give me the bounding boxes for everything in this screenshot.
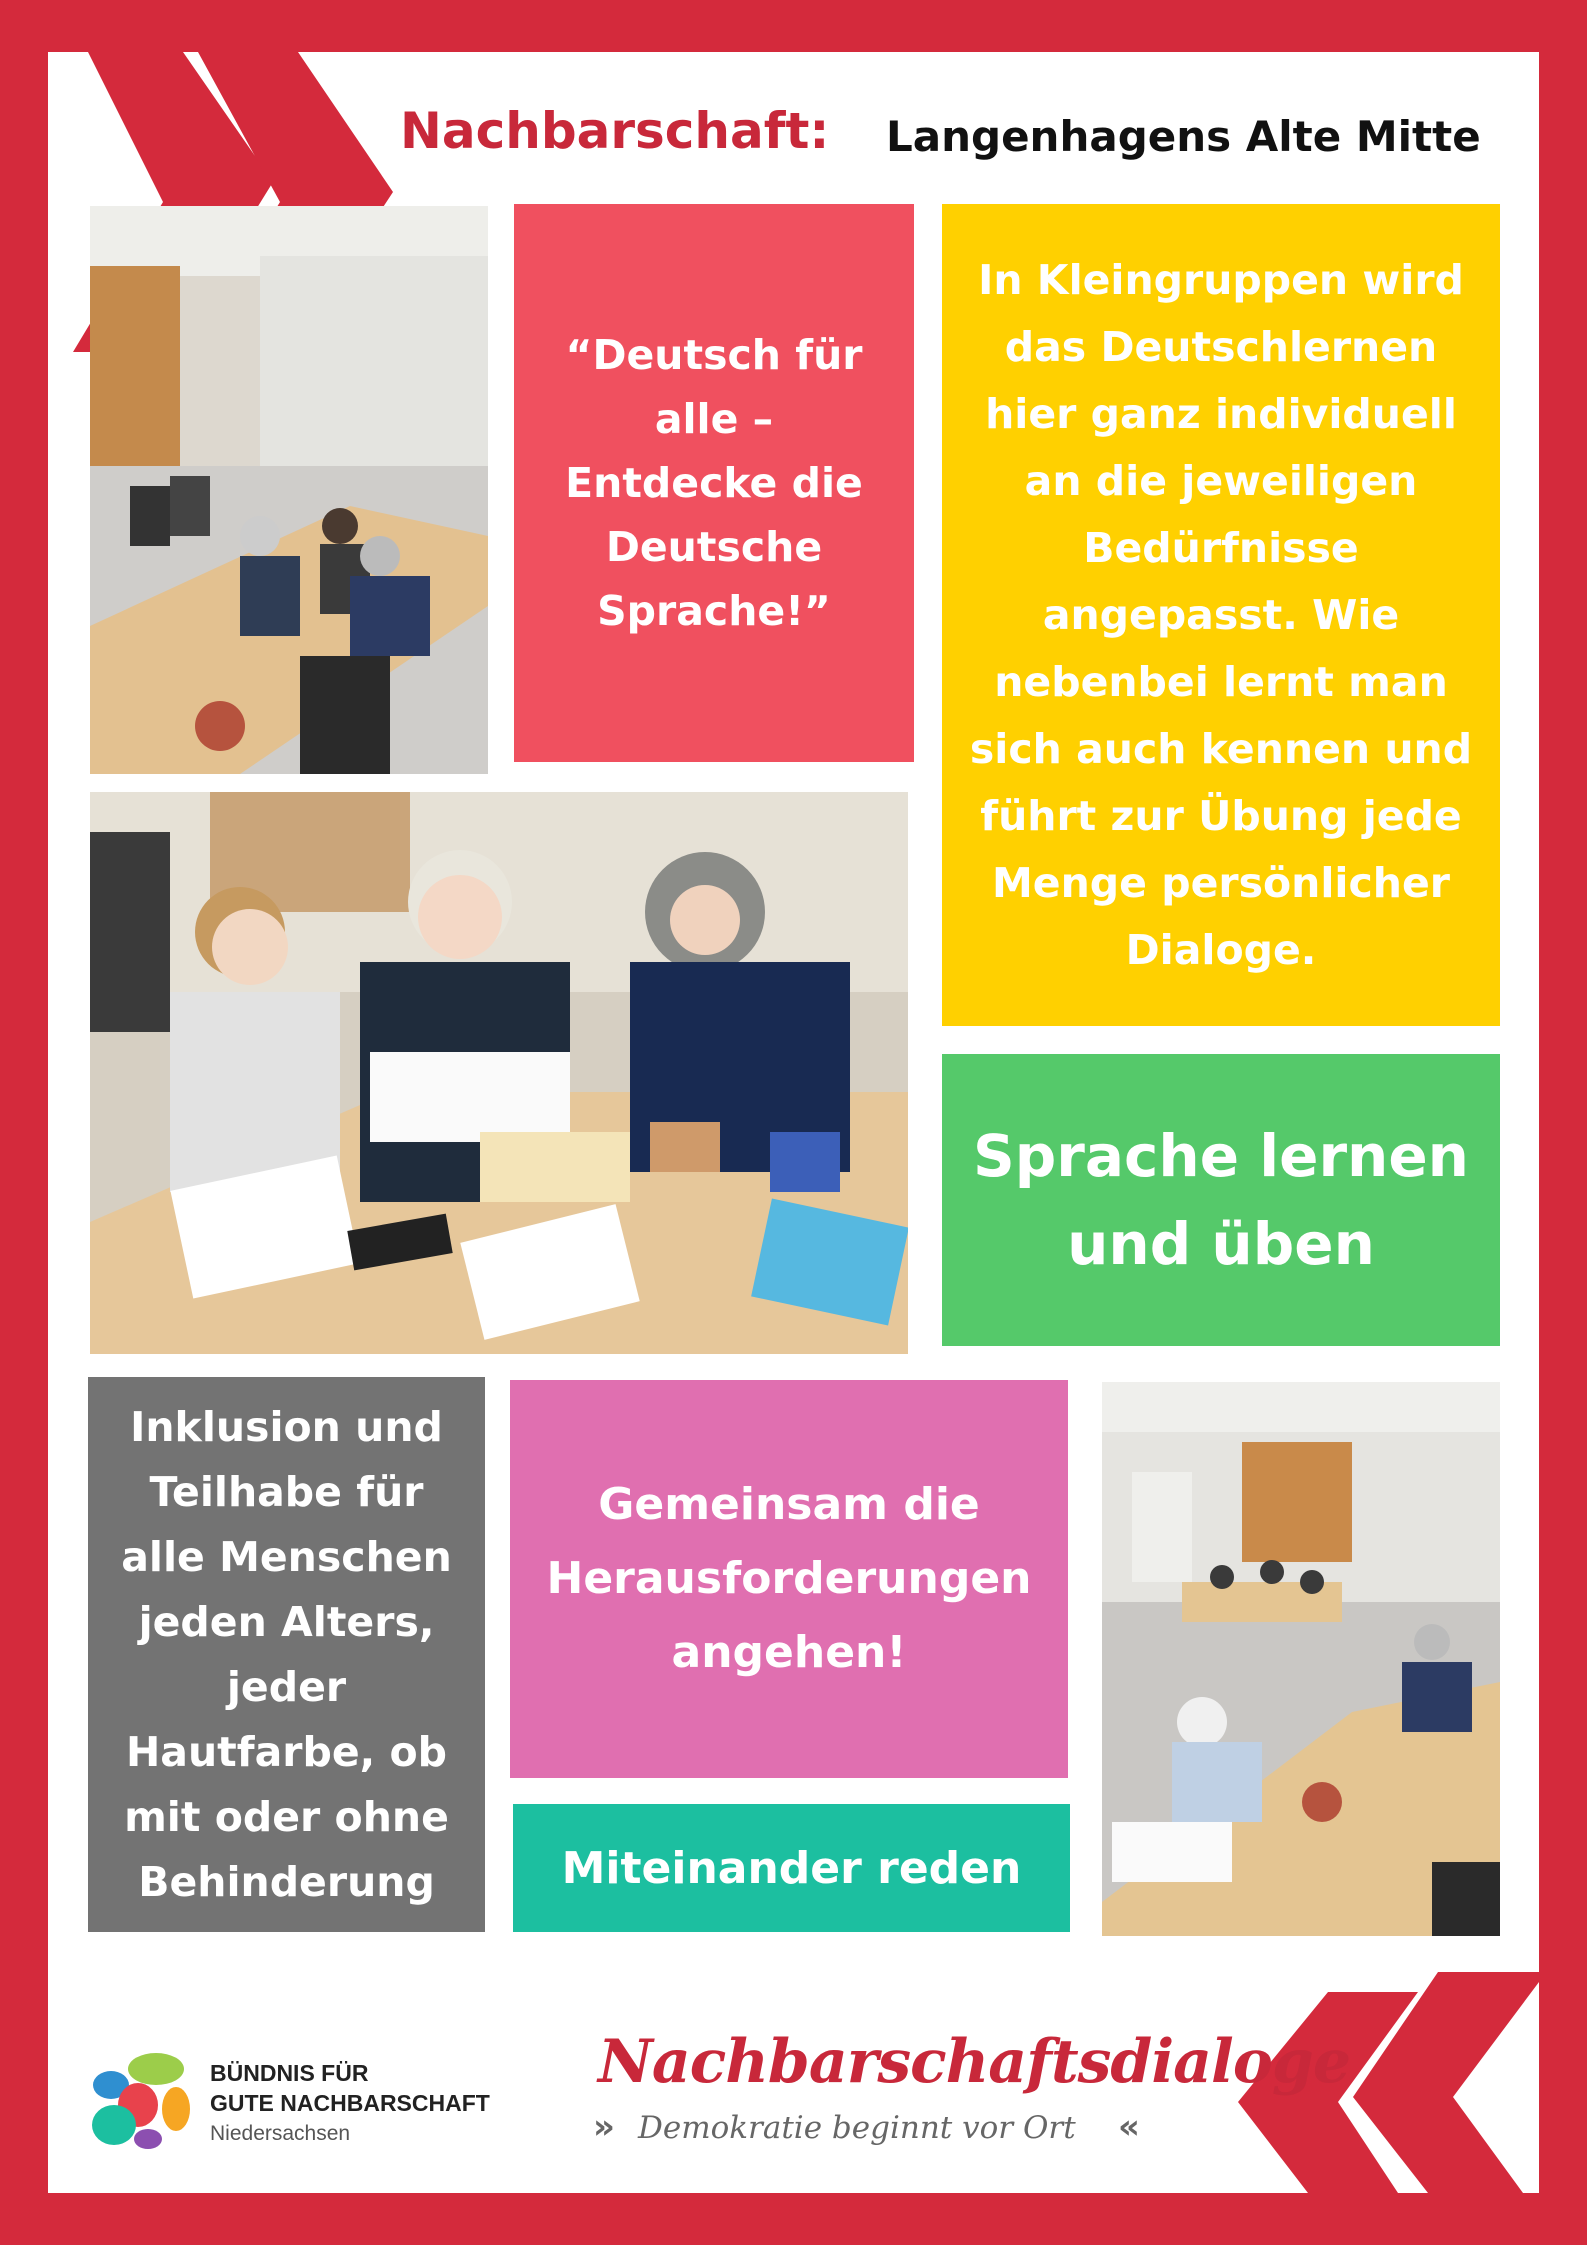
brand-title: Nachbarschaftsdialoge [598, 2027, 1350, 2097]
tagline-open-chevron-icon: » [593, 2107, 615, 2147]
kleingruppen-box [942, 204, 1500, 1026]
photo-room-overview [1102, 1382, 1500, 1936]
org-name: BÜNDNIS FÜR GUTE NACHBARSCHAFT [210, 2060, 490, 2116]
photo-group-at-table [90, 792, 908, 1354]
tagline-close-chevron-icon: « [1118, 2107, 1140, 2147]
sprache-lernen-box [942, 1054, 1500, 1346]
org-region: Niedersachsen [210, 2122, 351, 2145]
gemeinsam-box [510, 1380, 1068, 1778]
title-label: Nachbarschaft: [400, 102, 830, 160]
deutsch-fuer-alle-box [514, 204, 914, 762]
title-place: Langenhagens Alte Mitte [886, 112, 1481, 161]
miteinander-reden-text: Miteinander reden [561, 1842, 1022, 1894]
photo-classroom-overview [90, 206, 488, 774]
kleingruppen-text: In Kleingruppen wird das Deutschlernen hier ganz individuell an die jeweiligen Bedürfnisse angepasst. Wie nebenbei lernt man sich auch kennen und führt zur Übung jede Menge persönlicher Dialoge. [969, 255, 1473, 974]
sprache-lernen-text: Sprache lernen und üben [973, 1122, 1469, 1278]
inklusion-box [88, 1377, 485, 1932]
poster [48, 52, 1539, 2193]
brand-tagline: Demokratie beginnt vor Ort [638, 2110, 1076, 2146]
inklusion-text: Inklusion und Teilhabe für alle Menschen jeden Alters, jeder Hautfarbe, ob mit oder ohne Behinderung [121, 1402, 452, 1906]
gemeinsam-text: Gemeinsam die Herausforderungen angehen! [546, 1479, 1032, 1678]
deutsch-fuer-alle-text: “Deutsch für alle – Entdecke die Deutsche Sprache!” [565, 331, 863, 635]
miteinander-reden-box [513, 1804, 1070, 1932]
buendnis-logo-icon [86, 2047, 196, 2152]
